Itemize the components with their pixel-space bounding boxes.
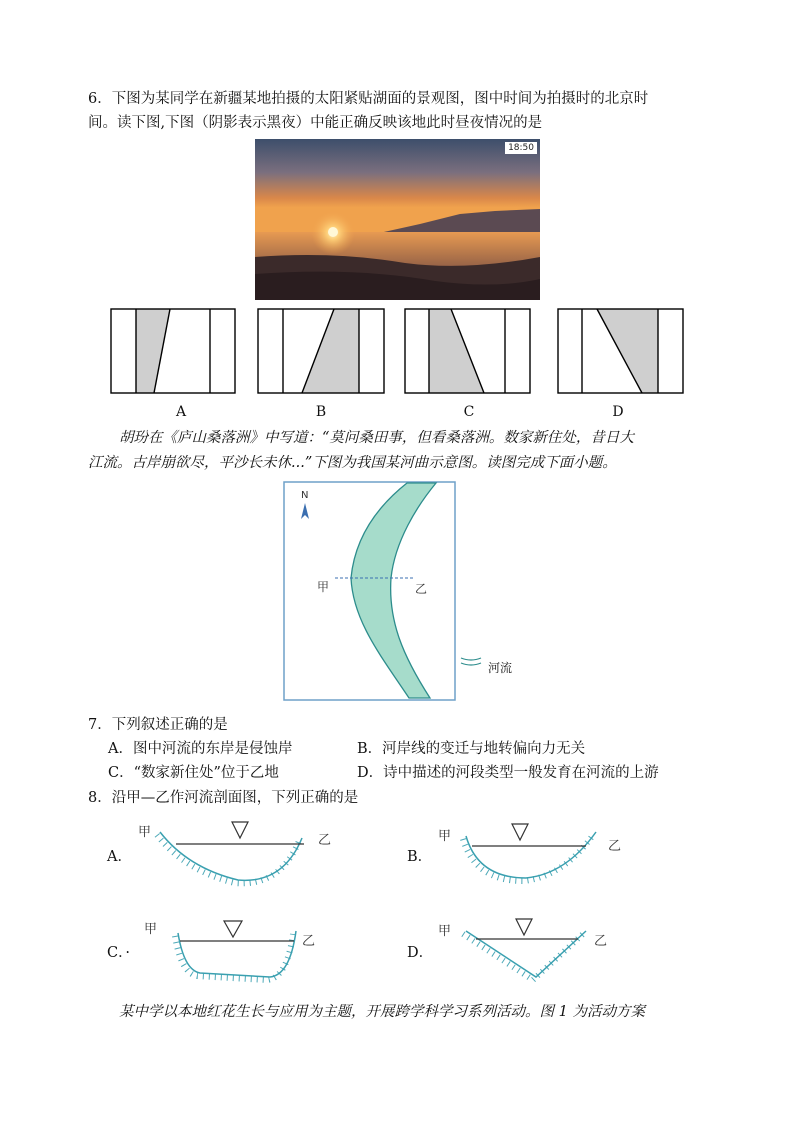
svg-text:甲: 甲 — [438, 924, 452, 939]
q6-stem-line1: 6．下图为某同学在新疆某地拍摄的太阳紧贴湖面的景观图，图中时间为拍摄时的北京时 — [88, 91, 649, 107]
option-d-label: D — [612, 404, 624, 420]
q8-label-c: C．· — [107, 945, 130, 961]
water-level-icon — [516, 919, 532, 935]
q8-label-a: A． — [107, 849, 132, 865]
svg-text:乙: 乙 — [302, 934, 316, 949]
point-jia: 甲 — [317, 580, 330, 594]
q7-option-a: A．图中河流的东岸是侵蚀岸 — [108, 741, 293, 757]
q6-stem-line2: 间。读下图,下图（阴影表示黑夜）中能正确反映该地此时昼夜情况的是 — [88, 115, 543, 131]
next-passage-line1: 某中学以本地红花生长与应用为主题，开展跨学科学习系列活动。图 1 为活动方案 — [119, 1004, 645, 1020]
svg-text:甲: 甲 — [138, 825, 152, 840]
sunset-photo-drawing — [255, 139, 540, 300]
q8-stem: 8．沿甲—乙作河流剖面图，下列正确的是 — [88, 790, 359, 806]
svg-text:乙: 乙 — [608, 839, 622, 854]
q8-label-b: B． — [407, 849, 433, 865]
north-label: N — [301, 490, 309, 501]
profile-a — [138, 818, 338, 898]
q7-option-b: B．河岸线的变迁与地转偏向力无关 — [357, 741, 586, 757]
poem-line1: 胡玢在《庐山桑落洲》中写道：“莫问桑田事，但看桑落洲。数家新住处，昔日大 — [119, 430, 634, 446]
photo-time-badge: 18:50 — [505, 142, 537, 154]
q8-label-d: D． — [407, 945, 434, 961]
option-d-diagram — [557, 308, 685, 395]
map-legend-label: 河流 — [488, 661, 513, 675]
water-level-icon — [232, 822, 248, 838]
sunset-lake-photo — [255, 139, 540, 300]
water-level-icon — [512, 824, 528, 840]
q7-stem: 7．下列叙述正确的是 — [88, 717, 228, 733]
option-c-label: C — [463, 404, 475, 420]
profile-c — [140, 915, 340, 995]
profile-b — [436, 818, 636, 898]
option-b-label: B — [315, 404, 327, 420]
option-a-diagram — [110, 308, 240, 395]
q7-option-c: C．“数家新住处”位于乙地 — [108, 765, 279, 781]
option-a-label: A — [175, 404, 187, 420]
svg-text:乙: 乙 — [594, 934, 608, 949]
option-c-diagram — [404, 308, 532, 395]
profile-d — [436, 915, 636, 995]
svg-text:乙: 乙 — [318, 833, 332, 848]
point-yi: 乙 — [415, 582, 428, 596]
legend-river-icon — [461, 658, 481, 660]
q7-option-d: D．诗中描述的河段类型一般发育在河流的上游 — [357, 765, 659, 781]
svg-text:甲: 甲 — [144, 922, 158, 937]
poem-line2: 江流。古岸崩欲尽，平沙长未休...”下图为我国某河曲示意图。读图完成下面小题。 — [88, 455, 617, 471]
water-level-icon — [224, 921, 242, 937]
option-b-diagram — [257, 308, 387, 395]
svg-text:甲: 甲 — [438, 829, 452, 844]
